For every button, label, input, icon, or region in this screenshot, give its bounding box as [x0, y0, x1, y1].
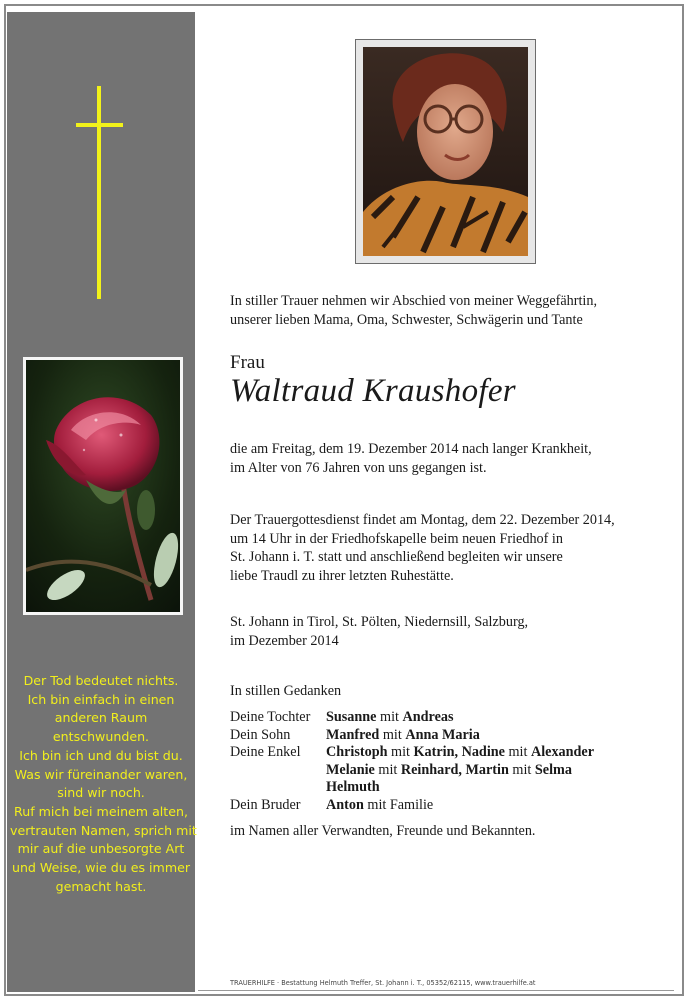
intro-line: unserer lieben Mama, Oma, Schwester, Schwägerin und Tante: [230, 311, 583, 328]
funeral-service: [230, 511, 660, 585]
poem-line: Ich bin einfach in einen: [27, 691, 175, 707]
relation-label: Dein Bruder: [230, 796, 301, 813]
footer-credit: TRAUERHILFE · Bestattung Helmuth Treffer, St. Johann i. T., 05352/62115, www.trauerhilfe.at: [230, 979, 536, 987]
mourner-row: Dein Bruder Anton mit Familie: [230, 796, 434, 813]
death-notice: [230, 440, 660, 477]
mourner-row: Dein Sohn Manfred mit Anna Maria: [230, 726, 480, 743]
poem-line: entschwunden.: [52, 729, 150, 745]
footer-divider: [198, 990, 674, 991]
mourner-row: Helmuth: [326, 779, 380, 795]
mourner-row: Deine Tochter Susanne mit Andreas: [230, 709, 454, 725]
service-line: St. Johann i. T. statt und anschließend begleiten wir unsere: [230, 549, 563, 565]
poem-line: gemacht hast.: [55, 878, 147, 894]
service-line: liebe Traudl zu ihrer letzten Ruhestätte.: [230, 567, 454, 584]
poem-line: Was wir füreinander waren,: [14, 766, 188, 782]
rose-image: [23, 357, 183, 615]
relation-label: Deine Enkel: [230, 744, 301, 760]
poem-line: und Weise, wie du es immer: [11, 860, 191, 876]
intro-text: [230, 292, 660, 329]
service-line: Der Trauergottesdienst findet am Montag, dem 22. Dezember 2014,: [230, 512, 615, 528]
place-date: [230, 613, 660, 650]
poem-line: vertrauten Namen, sprich mit: [10, 822, 197, 838]
mourner-row: Melanie mit Reinhard, Martin mit Selma: [326, 761, 572, 778]
portrait-photo: [355, 39, 536, 264]
poem-line: Ich bin ich und du bist du.: [19, 747, 183, 763]
mourner-row: Deine Enkel Christoph mit Katrin, Nadine mit Alexander: [230, 744, 595, 760]
intro-line: In stiller Trauer nehmen wir Abschied von meiner Weggefährtin,: [230, 293, 597, 309]
service-line: um 14 Uhr in der Friedhofskapelle beim neuen Friedhof in: [230, 530, 563, 547]
date-line: im Dezember 2014: [230, 632, 339, 649]
deceased-name: Waltraud Kraushofer: [230, 373, 516, 409]
death-line: die am Freitag, dem 19. Dezember 2014 nach langer Krankheit,: [230, 441, 592, 457]
mourners-list: [230, 709, 594, 814]
relation-label: Dein Sohn: [230, 726, 291, 743]
closing-line: im Namen aller Verwandten, Freunde und Bekannten.: [230, 823, 536, 839]
poem-line: anderen Raum: [54, 710, 148, 726]
poem-line: mir auf die unbesorgte Art: [17, 841, 185, 857]
relation-label: Deine Tochter: [230, 709, 311, 725]
poem-line: Ruf mich bei meinem alten,: [14, 803, 188, 819]
mourners-heading: In stillen Gedanken: [230, 683, 342, 699]
salutation: Frau: [230, 352, 265, 373]
poem: [10, 672, 197, 896]
poem-line: Der Tod bedeutet nichts.: [23, 673, 179, 688]
death-line: im Alter von 76 Jahren von uns gegangen ist.: [230, 459, 487, 476]
poem-line: sind wir noch.: [57, 785, 145, 801]
place-line: St. Johann in Tirol, St. Pölten, Niedernsill, Salzburg,: [230, 614, 529, 630]
